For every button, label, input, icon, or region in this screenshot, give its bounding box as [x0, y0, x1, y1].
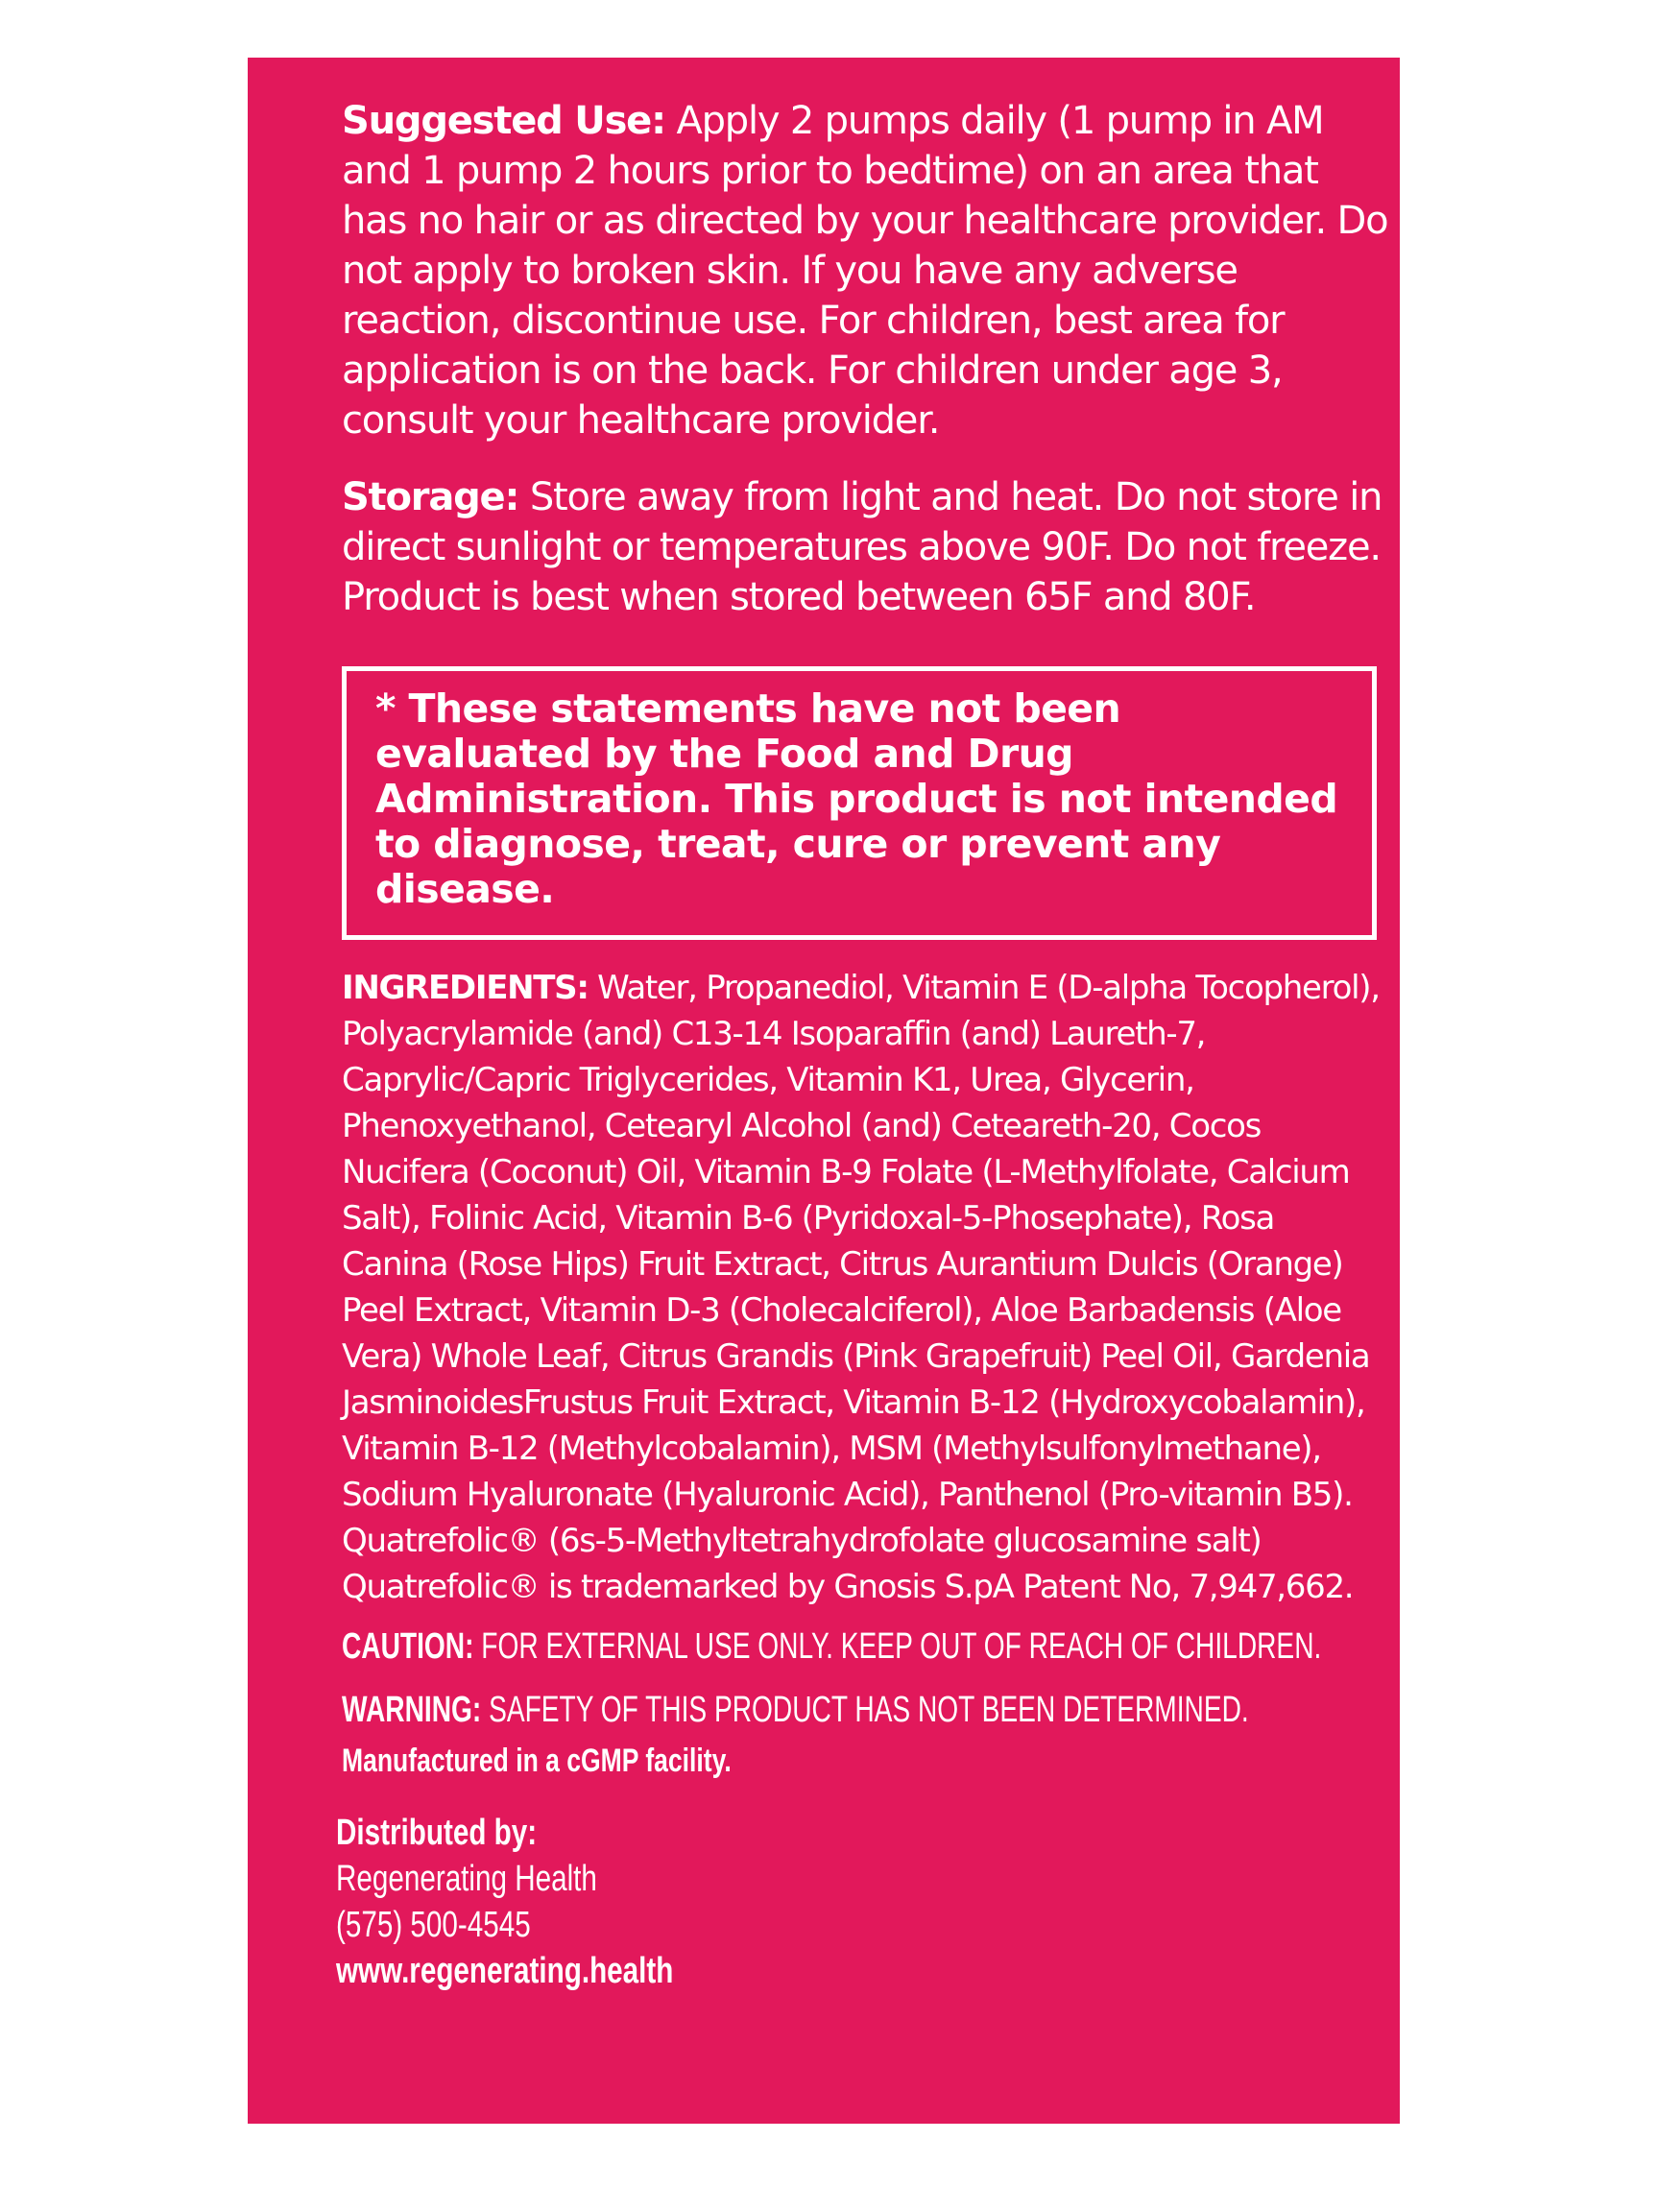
storage-section: [342, 472, 1388, 622]
distributor-name: Regenerating Health: [336, 1859, 597, 1899]
caution-text: FOR EXTERNAL USE ONLY. KEEP OUT OF REACH OF CHILDREN.: [481, 1626, 1322, 1667]
manufactured-line: Manufactured in a cGMP facility.: [342, 1743, 732, 1779]
warning-text: SAFETY OF THIS PRODUCT HAS NOT BEEN DETERMINED.: [489, 1690, 1249, 1730]
ingredients-section: [342, 965, 1388, 1610]
fda-disclaimer-text: * These statements have not been evaluated by the Food and Drug Administration. This product is not intended to diagnose, treat, cure or prevent any disease.: [375, 685, 1338, 912]
distributor-website: www.regenerating.health: [336, 1951, 674, 1991]
distributor-phone: (575) 500-4545: [336, 1905, 531, 1945]
ingredients-text: Water, Propanediol, Vitamin E (D-alpha Tocopherol), Polyacrylamide (and) C13-14 Isoparaffin (and) Laureth-7, Caprylic/Capric Triglycerides, Vitamin K1, Urea, Glycerin, Phenoxyethanol, Cetearyl Alcohol (and) Ceteareth-20, Cocos Nucifera (Coconut) Oil, Vitamin B-9 Folate (L-Methylfolate, Calcium Salt), Folinic Acid, Vitamin B-6 (Pyridoxal-5-Phosephate), Rosa Canina (Rose Hips) Fruit Extract, Citrus Aurantium Dulcis (Orange) Peel Extract, Vitamin D-3 (Cholecalciferol), Aloe Barbadensis (Aloe Vera) Whole Leaf, Citrus Grandis (Pink Grapefruit) Peel Oil, Gardenia JasminoidesFrustus Fruit Extract, Vitamin B-12 (Hydroxycobalamin), Vitamin B-12 (Methylcobalamin), MSM (Methylsulfonylmethane), Sodium Hyaluronate (Hyaluronic Acid), Panthenol (Pro-vitamin B5). Quatrefolic® (6s-5-Methyltetrahydrofolate glucosamine salt) Quatrefolic® is trademarked by Gnosis S.pA Patent No, 7,947,662.: [342, 969, 1380, 1606]
caution-heading: CAUTION:: [342, 1626, 474, 1667]
storage-heading: Storage:: [342, 475, 519, 519]
warning-line: [342, 1683, 1249, 1737]
product-label-panel: [248, 58, 1400, 2124]
suggested-use-heading: Suggested Use:: [342, 99, 665, 143]
suggested-use-text: Apply 2 pumps daily (1 pump in AM and 1 pump 2 hours prior to bedtime) on an area that has no hair or as directed by your healthcare provider. Do not apply to broken skin. If you have any adverse reaction, discontinue use. For children, best area for application is on the back. For children under age 3, consult your healthcare provider.: [342, 99, 1388, 443]
fda-disclaimer-box: [342, 666, 1377, 940]
distributor-block: [336, 1810, 1157, 1994]
warning-heading: WARNING:: [342, 1690, 482, 1730]
ingredients-heading: INGREDIENTS:: [342, 969, 589, 1007]
storage-text: Store away from light and heat. Do not store in direct sunlight or temperatures above 90F. Do not freeze. Product is best when stored between 65F and 80F.: [342, 475, 1382, 619]
suggested-use-section: [342, 96, 1388, 445]
caution-line: [342, 1620, 1322, 1673]
distributor-heading: Distributed by:: [336, 1813, 538, 1853]
label-content: [336, 96, 1388, 1994]
